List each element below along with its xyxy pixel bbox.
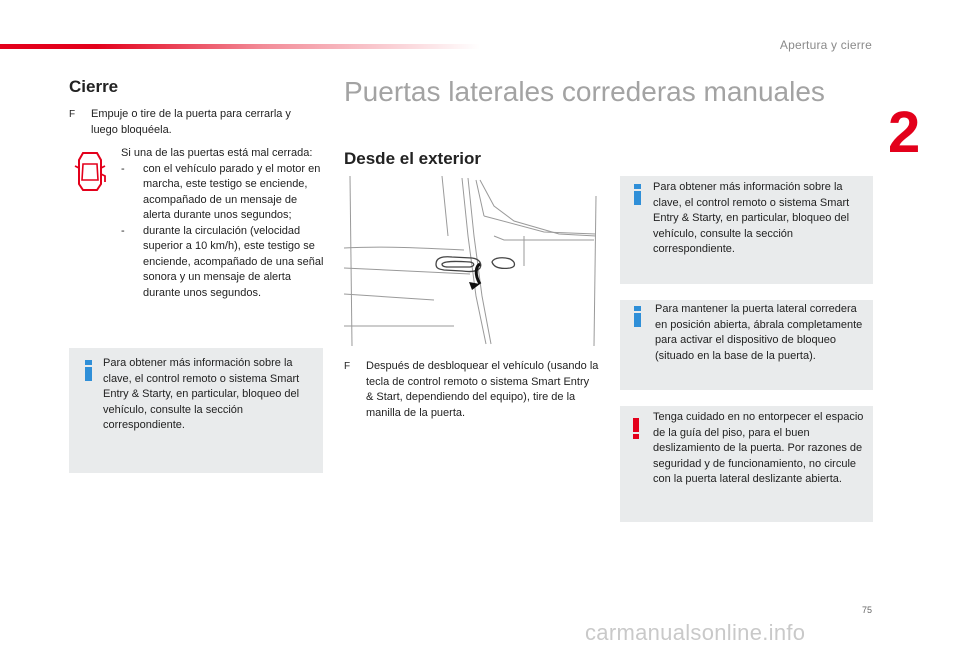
page-title: Puertas laterales correderas manuales xyxy=(344,76,825,107)
door-warning-text xyxy=(121,146,326,301)
info-box-text: Para obtener más información sobre la clave, el control remoto o sistema Smart Entry & Starty, en particular, bloqueo del vehículo, consulte la sección correspondiente. xyxy=(653,181,850,255)
bullet-exterior xyxy=(344,359,599,421)
bullet-text: Empuje o tire de la puerta para cerrarla y luego bloquéela. xyxy=(91,108,291,136)
info-box-right-2 xyxy=(620,300,873,390)
warning-icon xyxy=(632,418,642,440)
info-box-text: Para obtener más información sobre la clave, el control remoto o sistema Smart Entry & Starty, en particular, bloqueo del vehículo, consulte la sección correspondiente. xyxy=(103,357,300,431)
warning-box-text: Tenga cuidado en no entorpecer el espacio de la guía del piso, para el buen deslizamiento de la puerta. Por razones de seguridad y de funcionamiento, no circule con la puerta lateral deslizante abierta. xyxy=(653,411,864,485)
dash-item-text: durante la circulación (velocidad superior a 10 km/h), este testigo se enciende, acompañado de una señal sonora y un mensaje de alerta durante unos segundos. xyxy=(143,224,324,299)
bullet-cierre xyxy=(69,107,319,138)
section-heading-cierre: Cierre xyxy=(69,77,119,96)
dash-mark: - xyxy=(121,162,125,175)
door-warning-icon xyxy=(74,150,106,192)
dash-item xyxy=(121,224,326,302)
info-box-right-1 xyxy=(620,176,873,284)
bullet-arrow-icon: F xyxy=(69,109,76,120)
page-number: 75 xyxy=(861,605,872,615)
dash-item-text: con el vehículo parado y el motor en marcha, este testigo se enciende, acompañado de un mensaje de alerta durante unos segundos; xyxy=(143,162,321,221)
dash-mark: - xyxy=(121,224,125,237)
dash-item xyxy=(121,162,326,224)
header-accent-bar xyxy=(0,44,480,49)
info-icon xyxy=(632,306,644,328)
chapter-title: Apertura y cierre xyxy=(779,38,872,52)
bullet-arrow-icon: F xyxy=(344,361,351,372)
warning-box-right xyxy=(620,406,873,522)
section-heading-exterior: Desde el exterior xyxy=(344,149,482,168)
info-icon xyxy=(83,360,95,382)
info-box-left xyxy=(69,348,323,473)
bullet-text: Después de desbloquear el vehículo (usando la tecla de control remoto o sistema Smart Entry & Start, dependiendo del equipo), tire de la manilla de la puerta. xyxy=(366,360,599,419)
chapter-number: 2 xyxy=(888,100,921,165)
door-handle-illustration xyxy=(344,176,598,346)
info-icon xyxy=(632,184,644,206)
warning-intro: Si una de las puertas está mal cerrada: xyxy=(121,147,313,159)
watermark: carmanualsonline.info xyxy=(585,620,806,645)
info-box-text: Para mantener la puerta lateral corredera en posición abierta, ábrala completamente para activar el dispositivo de bloqueo (situado en la base de la puerta). xyxy=(655,303,863,362)
